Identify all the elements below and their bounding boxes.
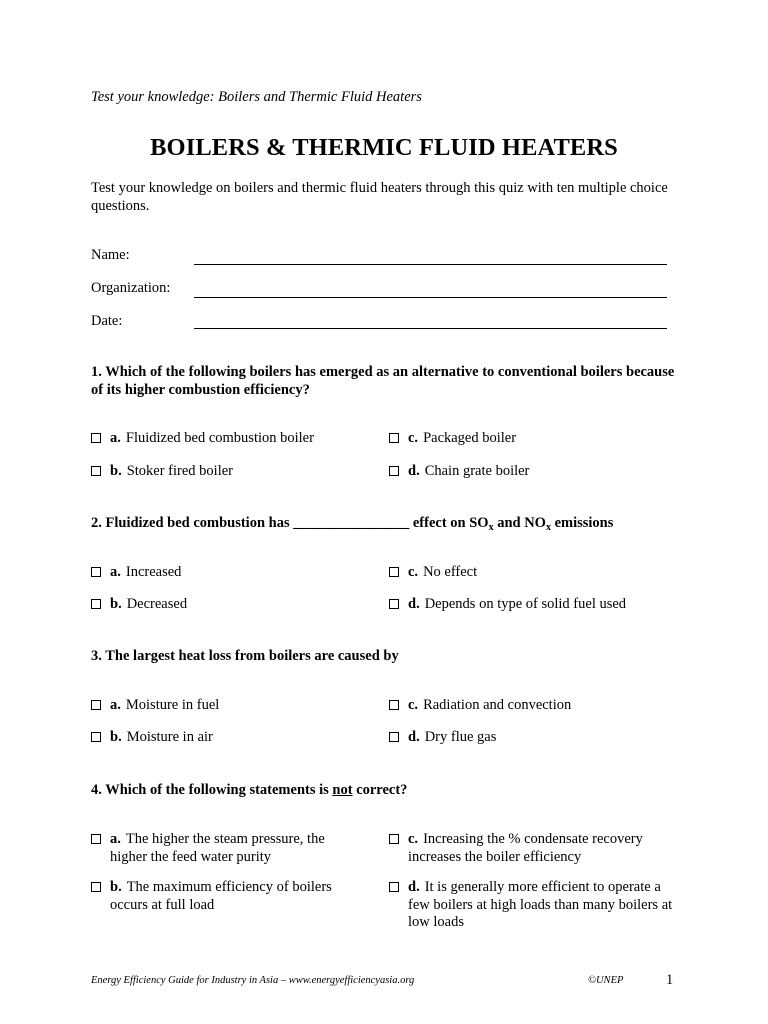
question-3: 3. The largest heat loss from boilers are caused by [91,648,399,664]
option-1a[interactable] [91,430,361,448]
checkbox[interactable] [91,882,101,892]
option-letter: c. [408,564,419,580]
checkbox[interactable] [389,732,399,742]
option-text: Stoker fired boiler [126,463,234,479]
option-2c[interactable] [389,564,674,582]
option-letter: b. [110,879,122,895]
option-text: Increasing the % condensate recovery increases the boiler efficiency [408,831,643,865]
option-4b[interactable] [91,879,356,914]
option-2d[interactable] [389,596,674,614]
page-title: BOILERS & THERMIC FLUID HEATERS [150,134,618,161]
option-2a[interactable] [91,564,361,582]
option-text: The maximum efficiency of boilers occurs at full load [110,879,332,913]
name-label: Name: [91,247,130,263]
footer-text: Energy Efficiency Guide for Industry in Asia – www.energyefficiencyasia.org [91,975,415,986]
checkbox[interactable] [91,732,101,742]
question-2: 2. Fluidized bed combustion has ________________ effect on $SO_x$ and $NO_x$ emissions [91,515,614,533]
option-3a[interactable] [91,697,361,715]
option-1d[interactable] [389,463,674,481]
option-letter: d. [408,463,420,479]
option-letter: a. [110,564,121,580]
option-1b[interactable] [91,463,361,481]
checkbox[interactable] [389,700,399,710]
date-field[interactable] [194,328,667,329]
option-letter: a. [110,430,121,446]
organization-label: Organization: [91,280,171,296]
option-letter: a. [110,697,121,713]
option-letter: c. [408,430,419,446]
checkbox[interactable] [389,466,399,476]
checkbox[interactable] [91,433,101,443]
option-3b[interactable] [91,729,361,747]
option-text: Increased [125,564,182,580]
option-letter: c. [408,831,419,847]
option-4c[interactable] [389,831,679,866]
option-text: No effect [423,564,478,580]
checkbox[interactable] [389,433,399,443]
checkbox[interactable] [91,834,101,844]
option-2b[interactable] [91,596,361,614]
option-text: The higher the steam pressure, the higher the feed water purity [110,831,325,865]
question-1: 1. Which of the following boilers has emerged as an alternative to conventional boilers because of its higher combustion efficiency? [91,364,675,398]
option-letter: c. [408,697,419,713]
option-text: Packaged boiler [423,430,517,446]
option-text: Chain grate boiler [424,463,530,479]
option-letter: d. [408,729,420,745]
organization-field[interactable] [194,297,667,298]
option-4a[interactable] [91,831,356,866]
running-header: Test your knowledge: Boilers and Thermic Fluid Heaters [91,89,422,105]
option-text: Decreased [126,596,188,612]
checkbox[interactable] [389,599,399,609]
page-number: 1 [666,972,674,988]
checkbox[interactable] [91,567,101,577]
option-text: Radiation and convection [423,697,572,713]
option-letter: b. [110,463,122,479]
option-3c[interactable] [389,697,674,715]
checkbox[interactable] [389,567,399,577]
copyright: ©UNEP [588,975,624,986]
name-field[interactable] [194,264,667,265]
option-4d[interactable] [389,879,679,932]
option-letter: b. [110,729,122,745]
option-text: Moisture in fuel [125,697,220,713]
option-3d[interactable] [389,729,674,747]
checkbox[interactable] [389,834,399,844]
checkbox[interactable] [389,882,399,892]
option-1c[interactable] [389,430,674,448]
checkbox[interactable] [91,466,101,476]
option-text: Depends on type of solid fuel used [424,596,627,612]
checkbox[interactable] [91,599,101,609]
intro-paragraph: Test your knowledge on boilers and thermic fluid heaters through this quiz with ten multiple choice questions. [91,180,668,214]
option-text: Fluidized bed combustion boiler [125,430,314,446]
checkbox[interactable] [91,700,101,710]
option-letter: d. [408,879,420,895]
option-letter: d. [408,596,420,612]
date-label: Date: [91,313,123,329]
option-letter: b. [110,596,122,612]
option-text: Dry flue gas [424,729,497,745]
option-text: It is generally more efficient to operate a few boilers at high loads than many boilers at low loads [408,879,673,930]
option-text: Moisture in air [126,729,213,745]
option-letter: a. [110,831,121,847]
question-4: 4. Which of the following statements is not correct? [91,782,408,798]
